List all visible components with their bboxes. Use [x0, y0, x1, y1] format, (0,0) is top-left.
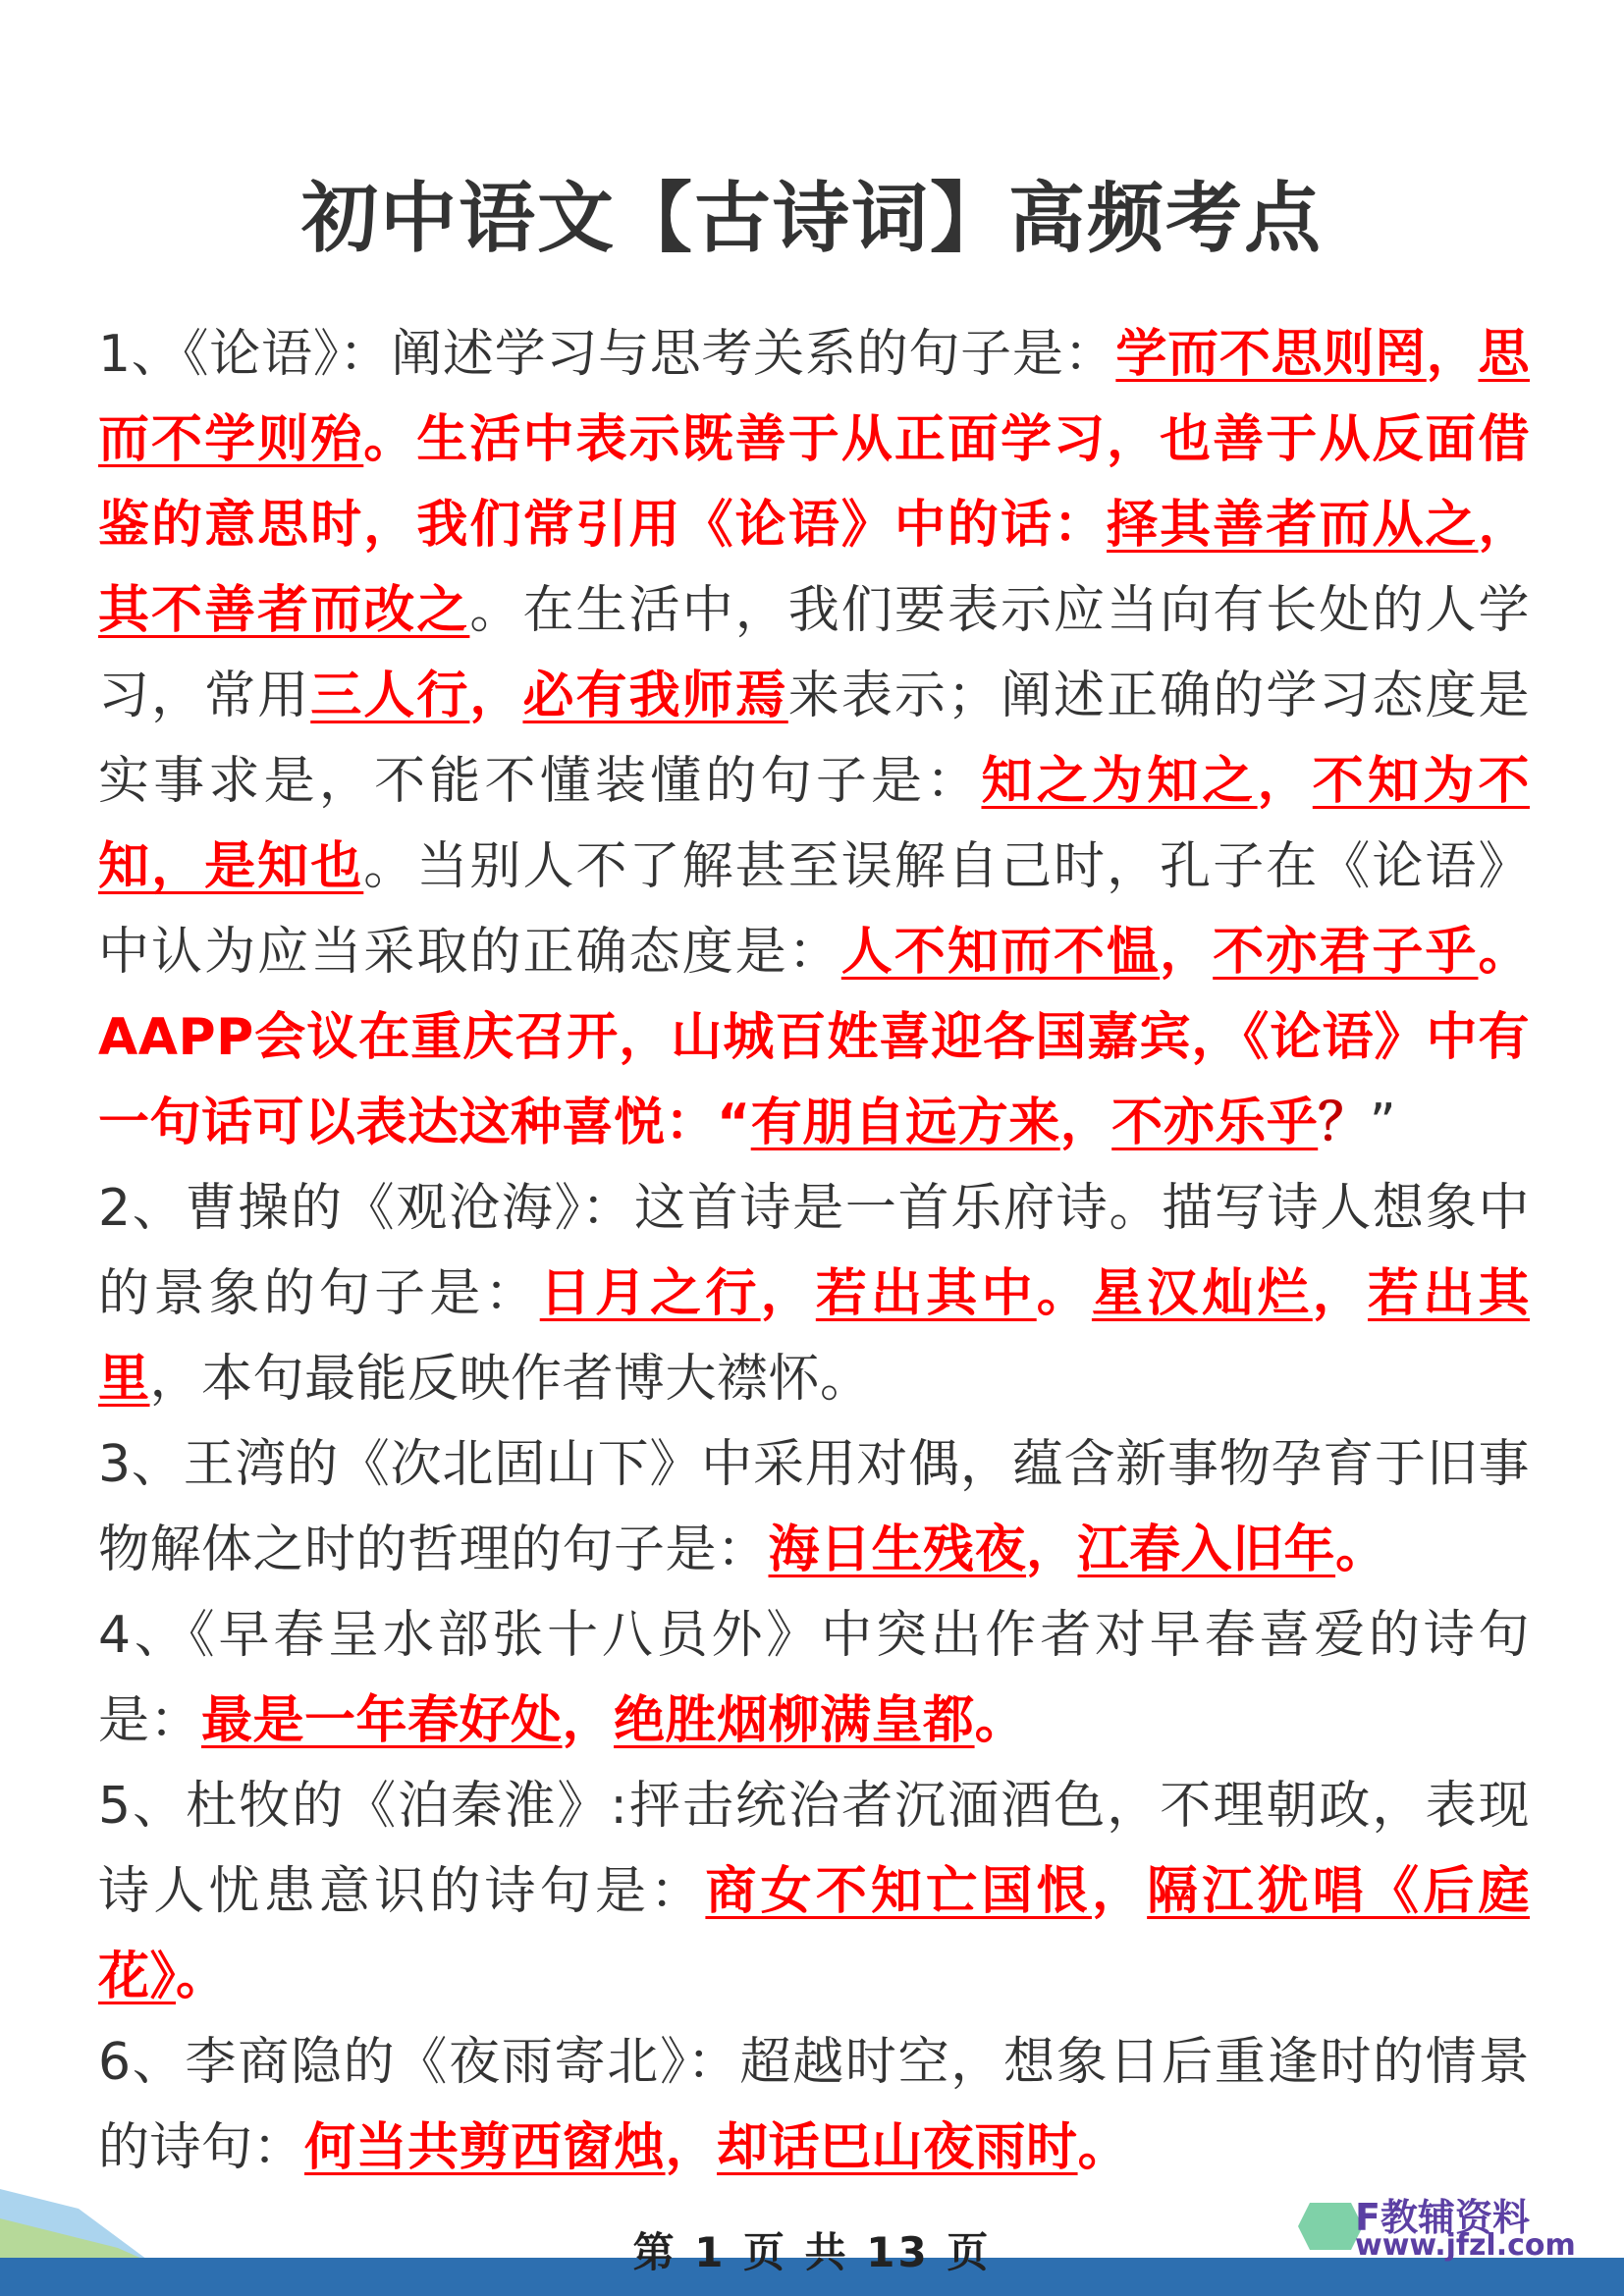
highlight-answer: 思而不学则殆: [98, 325, 1530, 469]
highlight-answer: 隔江犹唱《后庭花》: [98, 1862, 1530, 2006]
highlight-answer: 有朋自远方来: [750, 1094, 1060, 1152]
highlight-answer: 商女不知亡国恨: [705, 1862, 1092, 1921]
highlight-answer: 不亦君子乎: [1213, 923, 1479, 982]
highlight-answer: 必有我师焉: [522, 667, 788, 725]
highlight-answer: 若出其中: [815, 1264, 1037, 1323]
highlight-answer: 江春入旧年: [1077, 1521, 1336, 1579]
list-item: 1、《论语》：阐述学习与思考关系的句子是：学而不思则罔，思而不学则殆。生活中表示既善于从正面学习，也善于从反面借鉴的意思时，我们常引用《论语》中的话：择其善者而从之，其不善者而改之。在生活中，我们要表示应当向有长处的人学习，常用三人行，必有我师焉来表示；阐述正确的学习态度是实事求是，不能不懂装懂的句子是：知之为知之，不知为不知，是知也。当别人不了解甚至误解自己时，孔子在《论语》中认为应当采取的正确态度是：人不知而不愠，不亦君子乎。AAPP会议在重庆召开，山城百姓喜迎各国嘉宾，《论语》中有一句话可以表达这种喜悦：“有朋自远方来，不亦乐乎？”: [98, 325, 1530, 1152]
list-item: 3、王湾的《次北固山下》中采用对偶，蕴含新事物孕育于旧事物解体之时的哲理的句子是：海日生残夜，江春入旧年。: [98, 1435, 1530, 1579]
document-body: [98, 312, 1530, 2191]
page-number: 第 1 页 共 13 页: [632, 2228, 992, 2276]
list-item: 4、《早春呈水部张十八员外》中突出作者对早春喜爱的诗句是：最是一年春好处，绝胜烟柳满皇都。: [98, 1606, 1530, 1750]
highlight-answer: 知之为知之: [981, 752, 1258, 811]
highlight-answer: 星汉灿烂: [1091, 1264, 1313, 1323]
highlight-answer: 其不善者而改之: [98, 581, 470, 640]
list-item: 2、曹操的《观沧海》：这首诗是一首乐府诗。描写诗人想象中的景象的句子是：日月之行，若出其中。星汉灿烂，若出其里，本句最能反映作者博大襟怀。: [98, 1179, 1530, 1409]
highlight-answer: 何当共剪西窗烛: [304, 2118, 666, 2177]
highlight-answer: 绝胜烟柳满皇都: [614, 1691, 975, 1750]
highlight-answer: 日月之行: [539, 1264, 761, 1323]
highlight-answer: 三人行: [310, 667, 470, 725]
highlight-answer: 不知为不知，是知也: [98, 752, 1530, 896]
highlight-answer: 最是一年春好处: [201, 1691, 563, 1750]
highlight-answer: 人不知而不愠: [840, 923, 1161, 982]
highlight-answer: 不亦乐乎: [1111, 1094, 1319, 1152]
list-item: 6、李商隐的《夜雨寄北》：超越时空，想象日后重逢时的情景的诗句：何当共剪西窗烛，却话巴山夜雨时。: [98, 2033, 1530, 2177]
list-item: 5、杜牧的《泊秦淮》:抨击统治者沉湎酒色，不理朝政，表现诗人忧患意识的诗句是：商女不知亡国恨，隔江犹唱《后庭花》。: [98, 1777, 1530, 2006]
highlight-answer: 却话巴山夜雨时: [717, 2118, 1078, 2177]
highlight-answer: 择其善者而从之: [1107, 496, 1479, 555]
highlight-answer: 学而不思则罔: [1115, 325, 1427, 384]
highlight-answer: 海日生残夜: [768, 1521, 1027, 1579]
watermark-url: www.jfzl.com: [1355, 2228, 1576, 2263]
watermark-name: 教辅资料: [1380, 2196, 1530, 2239]
watermark-logo: [1296, 2187, 1624, 2266]
watermark-letter: F: [1355, 2196, 1380, 2239]
highlight-answer: 若出其里: [98, 1264, 1530, 1409]
page-title: 初中语文【古诗词】高频考点: [300, 175, 1323, 263]
